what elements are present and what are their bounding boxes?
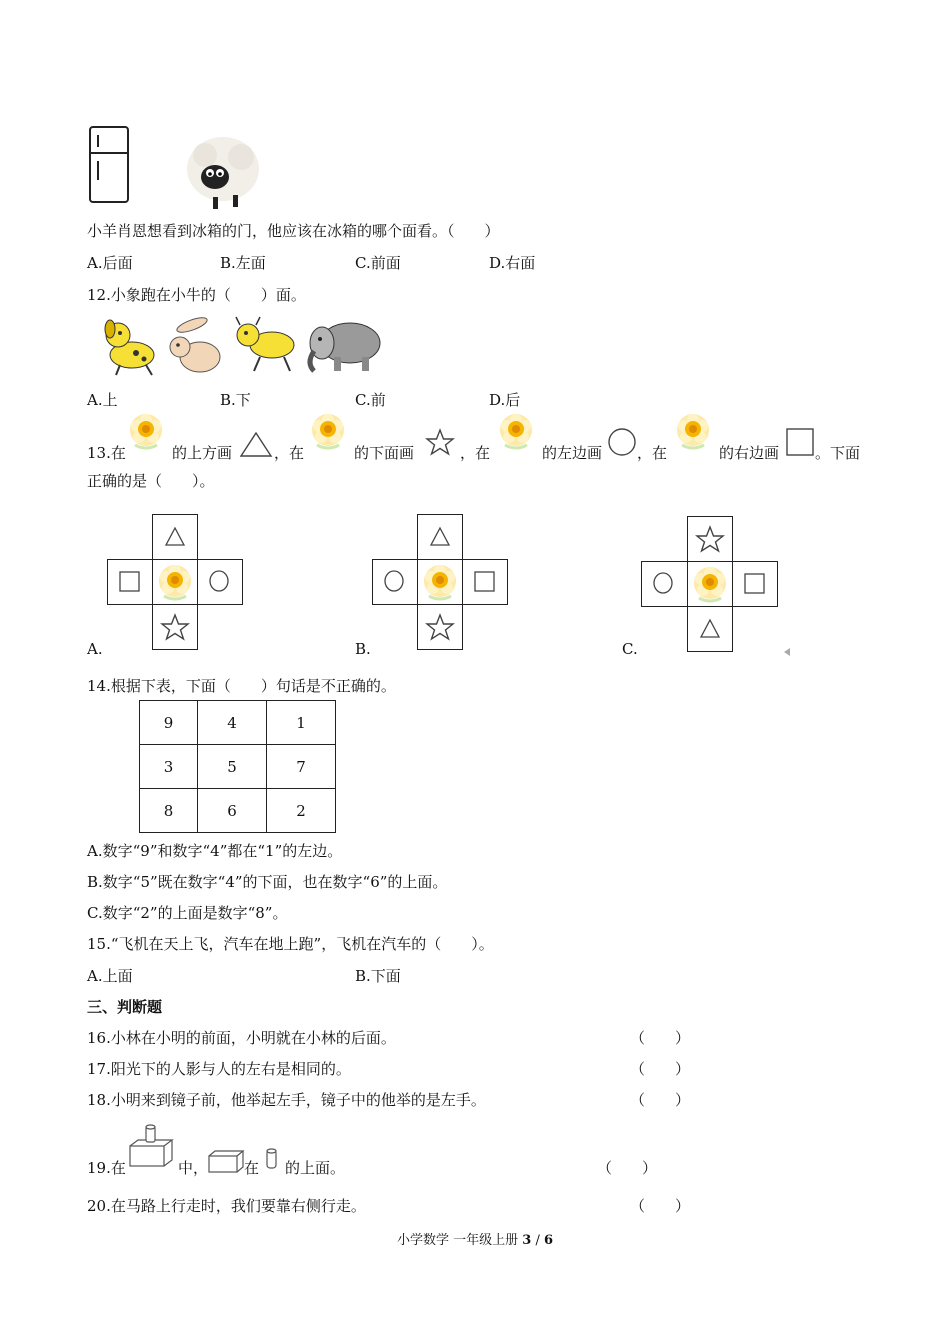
answer-parentheses[interactable]: （ ） bbox=[630, 1197, 691, 1215]
flower-icon bbox=[674, 412, 712, 450]
q12-option-d[interactable]: D.后 bbox=[489, 391, 521, 409]
footer-page-number: 3 bbox=[522, 1233, 532, 1248]
table-cell: 6 bbox=[198, 789, 267, 833]
small-triangle-mark-icon bbox=[784, 648, 792, 656]
q14-option-c[interactable]: C.数字“2”的上面是数字“8”。 bbox=[87, 904, 288, 922]
table-cell: 9 bbox=[140, 701, 198, 745]
q11-option-b[interactable]: B.左面 bbox=[220, 254, 266, 272]
q14-option-a[interactable]: A.数字“9”和数字“4”都在“1”的左边。 bbox=[87, 842, 343, 860]
q13-option-c[interactable]: C. bbox=[622, 640, 638, 658]
answer-parentheses[interactable]: （ ） bbox=[630, 1060, 691, 1078]
q19-text-4: 的上面。 bbox=[285, 1159, 346, 1177]
circle-icon bbox=[607, 427, 639, 459]
q15-option-b[interactable]: B.下面 bbox=[355, 967, 401, 985]
q15-option-a[interactable]: A.上面 bbox=[87, 967, 133, 985]
cylinder-icon bbox=[264, 1148, 280, 1172]
q13-text-7: ，在 bbox=[637, 444, 668, 462]
table-row bbox=[140, 745, 336, 789]
option-a-left-cell bbox=[107, 559, 153, 605]
q13-option-a[interactable]: A. bbox=[87, 640, 103, 658]
option-a-top-cell bbox=[152, 514, 198, 560]
judge-item-16: 16.小林在小明的前面，小明就在小林的后面。 bbox=[87, 1029, 396, 1047]
option-b-center-cell bbox=[417, 559, 463, 605]
option-c-bottom-cell bbox=[687, 606, 733, 652]
dog-icon bbox=[105, 320, 154, 375]
table-cell: 3 bbox=[140, 745, 198, 789]
page-footer bbox=[0, 1229, 950, 1248]
flower-icon bbox=[497, 412, 535, 450]
box-icon bbox=[207, 1150, 245, 1174]
q12-option-b[interactable]: B.下 bbox=[220, 391, 251, 409]
option-b-bottom-cell bbox=[417, 604, 463, 650]
flower-icon bbox=[309, 412, 347, 450]
q12-question: 12.小象跑在小牛的（ ）面。 bbox=[87, 286, 306, 304]
table-cell: 8 bbox=[140, 789, 198, 833]
table-row bbox=[140, 789, 336, 833]
answer-parentheses[interactable]: （ ） bbox=[597, 1159, 658, 1177]
q14-option-b[interactable]: B.数字“5”既在数字“4”的下面，也在数字“6”的上面。 bbox=[87, 873, 448, 891]
option-a-bottom-cell bbox=[152, 604, 198, 650]
q13-text-line2: 正确的是（ ）。 bbox=[87, 472, 215, 490]
q13-text-9: 。下面 bbox=[815, 444, 861, 462]
section-title: 三、判断题 bbox=[87, 998, 163, 1016]
q14-question: 14.根据下表，下面（ ）句话是不正确的。 bbox=[87, 677, 396, 695]
q13-text-8: 的右边画 bbox=[719, 444, 780, 462]
table-row bbox=[140, 701, 336, 745]
q19-text-3: 在 bbox=[244, 1159, 260, 1177]
judge-item-20: 20.在马路上行走时，我们要靠右侧行走。 bbox=[87, 1197, 366, 1215]
triangle-icon bbox=[240, 431, 273, 459]
cow-icon bbox=[236, 317, 294, 371]
rabbit-icon bbox=[170, 315, 220, 372]
table-cell: 5 bbox=[198, 745, 267, 789]
footer-page-total: 6 bbox=[543, 1233, 554, 1248]
q13-text-5: ，在 bbox=[460, 444, 491, 462]
answer-parentheses[interactable]: （ ） bbox=[630, 1029, 691, 1047]
table-cell: 2 bbox=[267, 789, 336, 833]
q13-text-6: 的左边画 bbox=[542, 444, 603, 462]
q13-text-3: ，在 bbox=[274, 444, 305, 462]
q13-option-b[interactable]: B. bbox=[355, 640, 371, 658]
footer-subject: 小学数学 一年级上册 bbox=[396, 1233, 519, 1248]
number-grid-table bbox=[139, 700, 336, 833]
option-b-right-cell bbox=[462, 559, 508, 605]
q11-question: 小羊肖恩想看到冰箱的门，他应该在冰箱的哪个面看。（ ） bbox=[87, 222, 500, 240]
q11-option-d[interactable]: D.右面 bbox=[489, 254, 536, 272]
table-cell: 4 bbox=[198, 701, 267, 745]
star-icon bbox=[424, 427, 458, 457]
option-a-right-cell bbox=[197, 559, 243, 605]
stacked-blocks-icon bbox=[128, 1124, 174, 1170]
sheep-image bbox=[183, 133, 263, 211]
square-icon bbox=[786, 428, 816, 458]
table-cell: 7 bbox=[267, 745, 336, 789]
option-c-right-cell bbox=[732, 561, 778, 607]
q13-text-2: 的上方画 bbox=[172, 444, 233, 462]
table-cell: 1 bbox=[267, 701, 336, 745]
judge-item-18: 18.小明来到镜子前，他举起左手，镜子中的他举的是左手。 bbox=[87, 1091, 486, 1109]
judge-item-17: 17.阳光下的人影与人的左右是相同的。 bbox=[87, 1060, 351, 1078]
q15-question: 15.“飞机在天上飞，汽车在地上跑”，飞机在汽车的（ ）。 bbox=[87, 935, 494, 953]
fridge-icon bbox=[88, 125, 132, 205]
elephant-icon bbox=[310, 323, 380, 371]
option-a-center-cell bbox=[152, 559, 198, 605]
q19-text-2: 中， bbox=[178, 1159, 209, 1177]
q12-option-c[interactable]: C.前 bbox=[355, 391, 386, 409]
q13-text-1: 13.在 bbox=[87, 444, 126, 462]
q11-option-c[interactable]: C.前面 bbox=[355, 254, 401, 272]
animals-row-image bbox=[100, 315, 390, 380]
footer-separator: / bbox=[535, 1233, 540, 1248]
answer-parentheses[interactable]: （ ） bbox=[630, 1091, 691, 1109]
option-c-top-cell bbox=[687, 516, 733, 562]
q19-text-1: 19.在 bbox=[87, 1159, 126, 1177]
option-c-left-cell bbox=[641, 561, 688, 607]
option-c-center-cell bbox=[687, 561, 733, 607]
option-b-left-cell bbox=[372, 559, 418, 605]
q11-option-a[interactable]: A.后面 bbox=[87, 254, 133, 272]
option-b-top-cell bbox=[417, 514, 463, 560]
flower-icon bbox=[127, 412, 165, 450]
q12-option-a[interactable]: A.上 bbox=[87, 391, 118, 409]
q13-text-4: 的下面画 bbox=[354, 444, 415, 462]
